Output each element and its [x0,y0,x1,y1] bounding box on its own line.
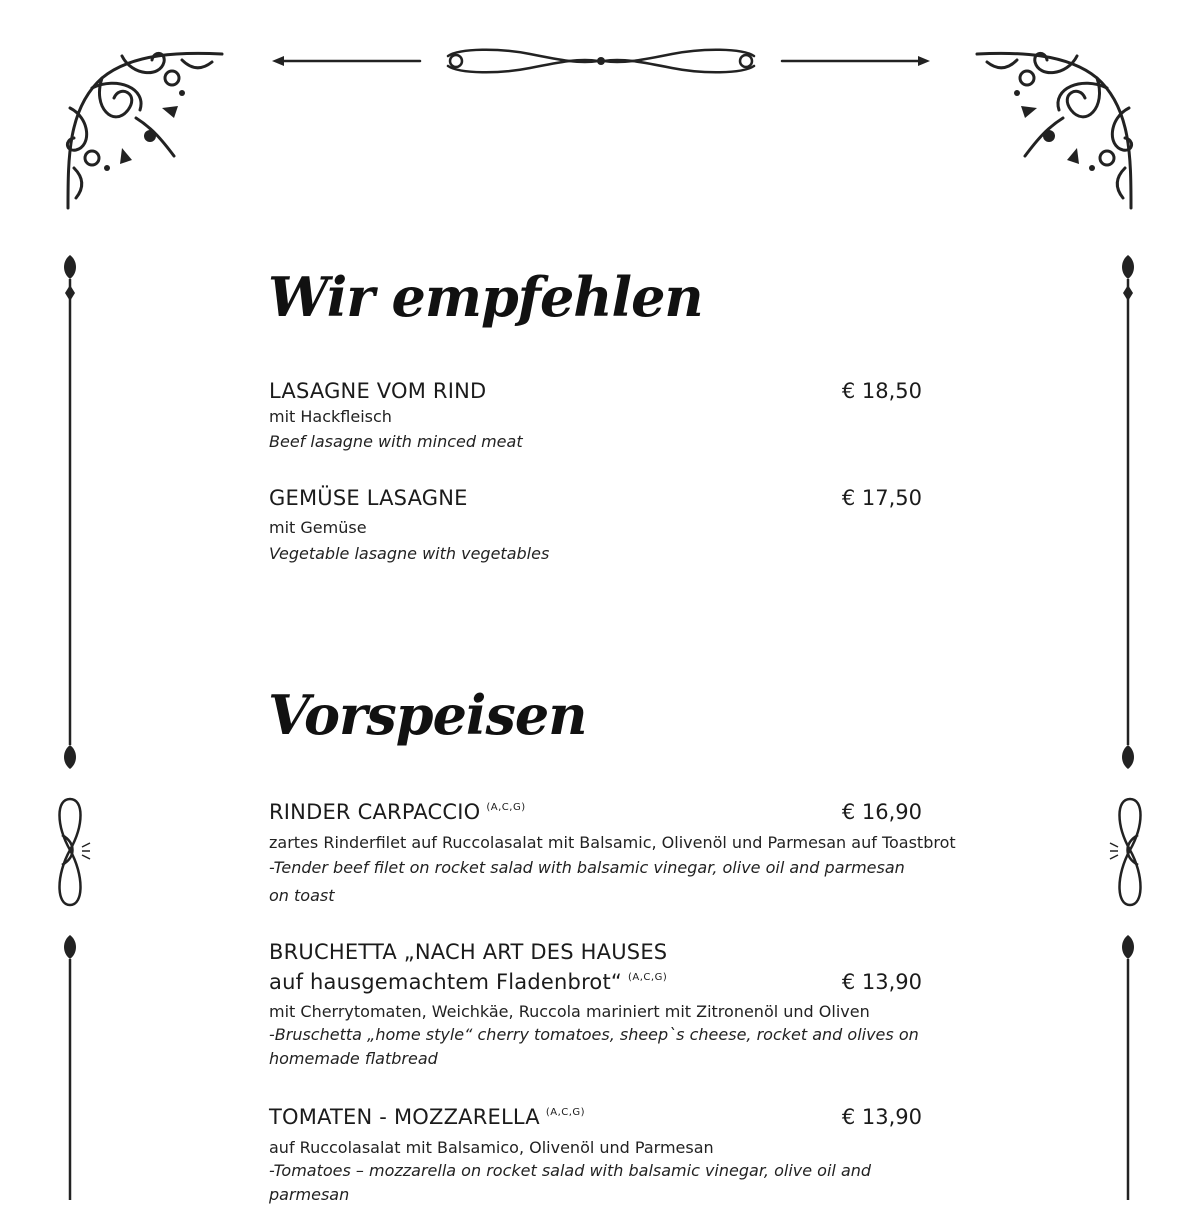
item-translation: Beef lasagne with minced meat [269,432,523,451]
item-name: LASAGNE VOM RIND [269,379,487,403]
item-name-line2 [269,970,667,994]
item-name [269,800,526,824]
item-translation: -Bruschetta „home style“ cherry tomatoes, sheep`s cheese, rocket and olives on homemade flatbread [269,1025,919,1068]
item-translation: -Tender beef filet on rocket salad with balsamic vinegar, olive oil and parmesan on toast [269,858,905,905]
item-description: mit Cherrytomaten, Weichkäe, Ruccola mariniert mit Zitronenöl und Oliven [269,1002,870,1021]
item-description: zartes Rinderfilet auf Ruccolasalat mit Balsamic, Olivenöl und Parmesan auf Toastbrot [269,833,956,852]
item-price: € 13,90 [841,970,922,994]
item-description: auf Ruccolasalat mit Balsamico, Olivenöl und Parmesan [269,1138,714,1157]
allergen-codes: (A,C,G) [486,802,526,813]
item-name-text: TOMATEN - MOZZARELLA [269,1105,540,1129]
item-name: BRUCHETTA „NACH ART DES HAUSES [269,940,668,964]
side-rule-left-top-icon [58,255,82,770]
item-translation: Vegetable lasagne with vegetables [269,544,550,563]
corner-flourish-right-icon [972,48,1137,213]
section-title-starters: Vorspeisen [268,683,587,747]
item-price: € 16,90 [841,800,922,824]
item-price: € 17,50 [841,486,922,510]
infinity-knot-left-icon [52,795,92,910]
side-rule-left-bottom-icon [58,935,82,1200]
item-translation: -Tomatoes – mozzarella on rocket salad with balsamic vinegar, olive oil and parmesan [269,1161,872,1204]
infinity-knot-right-icon [1108,795,1148,910]
side-rule-right-bottom-icon [1116,935,1140,1200]
allergen-codes: (A,C,G) [628,972,668,983]
item-price: € 13,90 [841,1105,922,1129]
corner-flourish-left-icon [62,48,227,213]
item-name-text: auf hausgemachtem Fladenbrot“ [269,970,622,994]
item-description: mit Gemüse [269,518,367,537]
item-name [269,1105,585,1129]
allergen-codes: (A,C,G) [545,1107,586,1118]
item-name-text: RINDER CARPACCIO [269,800,481,824]
item-name: GEMÜSE LASAGNE [269,486,468,510]
item-price: € 18,50 [841,379,922,403]
item-description: mit Hackfleisch [269,407,392,426]
section-title-recommendations: Wir empfehlen [268,265,703,329]
side-rule-right-top-icon [1116,255,1140,770]
top-divider-icon [270,44,932,78]
